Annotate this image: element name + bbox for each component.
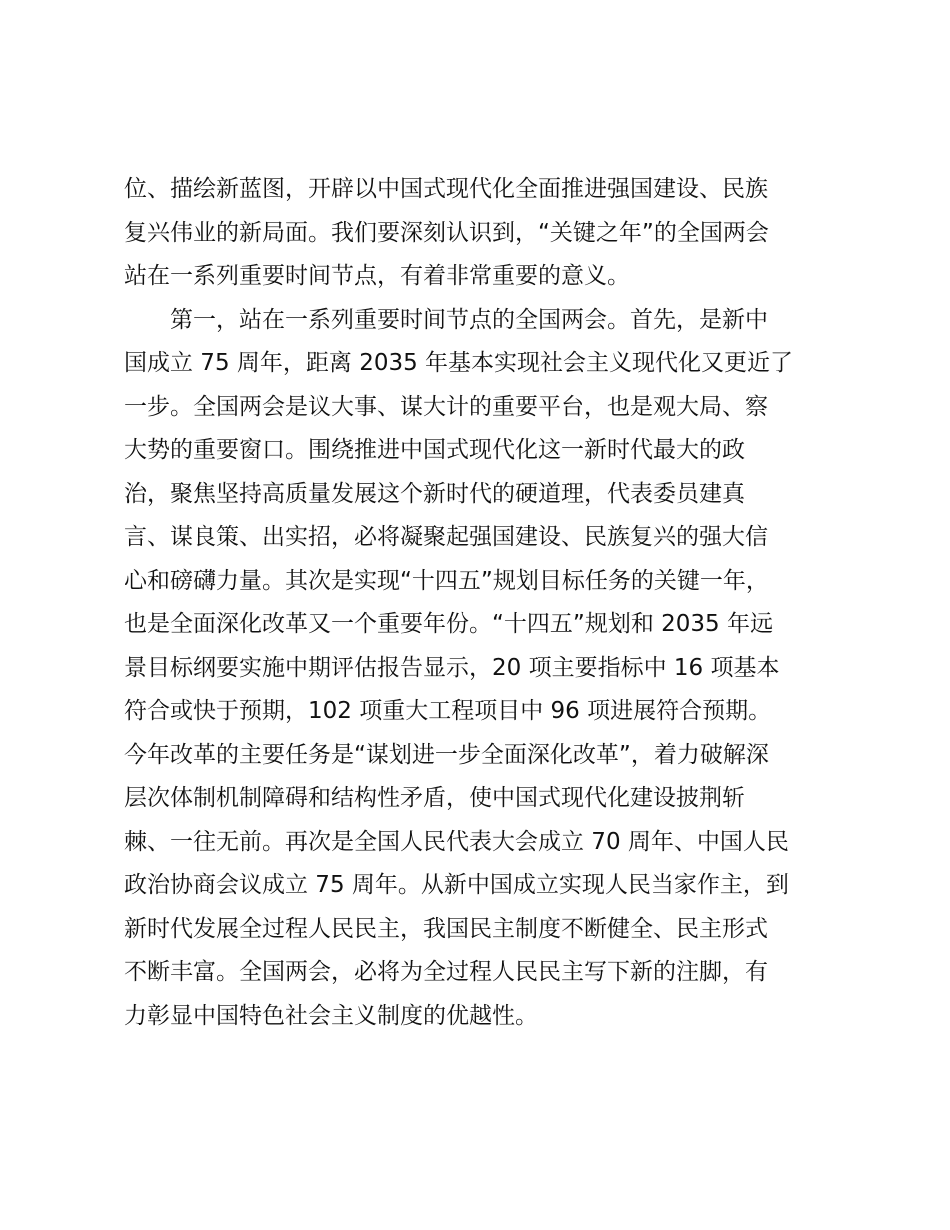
- body-text: [124, 168, 844, 1038]
- text-line: 国成立 75 周年，距离 2035 年基本实现社会主义现代化又更近了: [124, 350, 794, 376]
- text-line: 符合或快于预期，102 项重大工程项目中 96 项进展符合预期。: [124, 698, 772, 724]
- text-line: 不断丰富。全国两会，必将为全过程人民民主写下新的注脚，有: [124, 959, 768, 985]
- text-line: 层次体制机制障碍和结构性矛盾，使中国式现代化建设披荆斩: [124, 785, 745, 811]
- text-line: 站在一系列重要时间节点，有着非常重要的意义。: [124, 263, 630, 289]
- text-line: 新时代发展全过程人民民主，我国民主制度不断健全、民主形式: [124, 915, 768, 942]
- text-line: 言、谋良策、出实招，必将凝聚起强国建设、民族复兴的强大信: [124, 524, 768, 550]
- text-line: 今年改革的主要任务是“谋划进一步全面深化改革”，着力破解深: [124, 741, 769, 768]
- text-line: 棘、一往无前。再次是全国人民代表大会成立 70 周年、中国人民: [124, 828, 789, 855]
- text-line: 第一，站在一系列重要时间节点的全国两会。首先，是新中: [124, 306, 768, 333]
- text-line: 也是全面深化改革又一个重要年份。“十四五”规划和 2035 年远: [124, 611, 773, 637]
- text-line: 复兴伟业的新局面。我们要深刻认识到，“关键之年”的全国两会: [124, 219, 769, 246]
- text-line: 景目标纲要实施中期评估报告显示，20 项主要指标中 16 项基本: [124, 654, 780, 681]
- text-line: 大势的重要窗口。围绕推进中国式现代化这一新时代最大的政: [124, 437, 745, 463]
- text-line: 治，聚焦坚持高质量发展这个新时代的硬道理，代表委员建真: [124, 480, 745, 507]
- text-line: 政治协商会议成立 75 周年。从新中国成立实现人民当家作主，到: [124, 872, 789, 898]
- text-line: 一步。全国两会是议大事、谋大计的重要平台，也是观大局、察: [124, 393, 768, 420]
- text-line: 力彰显中国特色社会主义制度的优越性。: [124, 1002, 538, 1029]
- text-line: 位、描绘新蓝图，开辟以中国式现代化全面推进强国建设、民族: [124, 176, 768, 202]
- text-line: 心和磅礴力量。其次是实现“十四五”规划目标任务的关键一年，: [124, 567, 769, 594]
